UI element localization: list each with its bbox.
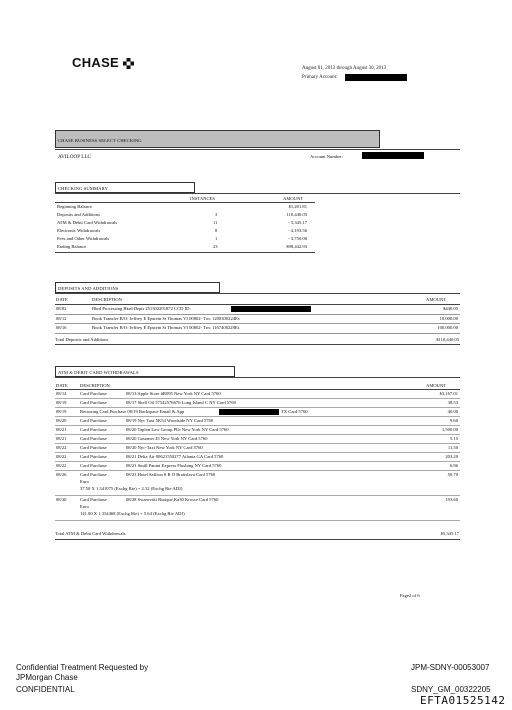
bank-name: CHASE bbox=[72, 55, 120, 70]
footer-left-line2: JPMorgan Chase bbox=[16, 673, 78, 682]
page-number: Page2 of 6 bbox=[400, 593, 420, 598]
table-row: Beginning Balance $1,201.81 bbox=[57, 204, 307, 209]
table-row: 08/21 Card Purchase 08/20 Taplon Law Group Pllc New York NY Card 5760 1,500.00 bbox=[55, 426, 460, 435]
table-row: 08/19 Card Purchase 08/17 Shell Oil 57542576676 Long Island C NY Card 5760 38.53 bbox=[55, 399, 460, 408]
divider bbox=[55, 149, 460, 150]
account-type: CHASE BUSINESS SELECT CHECKING bbox=[58, 138, 142, 143]
divider bbox=[55, 539, 460, 540]
table-row: 08/02 Bkrd Processing Bkrd Deptr 251302291872 CCD ID: $440.05 bbox=[55, 305, 460, 315]
divider bbox=[55, 202, 315, 203]
col-amount: AMOUNT bbox=[426, 297, 447, 302]
statement-period: August 01, 2013 through August 30, 2013 bbox=[302, 66, 387, 71]
table-row: 08/30 Card Purchase 08/28 Swarovski Butique,Ka30 Krosce Card 5760 Euro 141.00 X 1.334468 (Exchg Rte) + 5.64 (Exchg Rte ADJ) 193.60 bbox=[55, 496, 460, 521]
col-date: DATE bbox=[56, 383, 68, 388]
deposits-header bbox=[55, 282, 220, 293]
divider bbox=[55, 293, 460, 294]
divider bbox=[55, 344, 460, 345]
table-row: 08/21 Card Purchase 08/20 Gourmet 45 New York NY Card 5760 5.15 bbox=[55, 435, 460, 444]
divider bbox=[55, 193, 460, 194]
table-row: 08/20 Card Purchase 08/19 Nyc Taxi 5K54 Woodside NY Card 5760 9.60 bbox=[55, 417, 460, 426]
table-row: 08/12 Book Transfer B/O: Jeffrey E Epstein St Thomas VI 00802- Trn: 1208300224Es 10,000.00 bbox=[55, 315, 460, 325]
account-type-header bbox=[55, 130, 380, 148]
checking-summary-title: CHECKING SUMMARY bbox=[58, 185, 108, 191]
table-row: Fees and Other Withdrawals 1 - 3,750.00 bbox=[57, 236, 307, 241]
atm-header bbox=[55, 366, 235, 377]
col-description: DESCRIPTION bbox=[92, 297, 122, 302]
octagon-logo-icon bbox=[123, 57, 134, 68]
col-description: DESCRIPTION bbox=[80, 383, 110, 388]
atm-total-amount: $5,345.17 bbox=[440, 531, 459, 536]
footer-bates-jpm: JPM-SDNY-00053007 bbox=[411, 663, 490, 672]
divider bbox=[55, 377, 460, 378]
table-row: ATM & Debit Card Withdrawals 11 - 5,345.17 bbox=[57, 220, 307, 225]
checking-summary-table bbox=[57, 204, 327, 252]
account-number-label: Account Number: bbox=[310, 154, 344, 159]
chase-logo bbox=[72, 55, 134, 70]
table-row: 08/22 Card Purchase 08/20 Nyc-Taxi New York NY Card 5760 11.50 bbox=[55, 444, 460, 453]
deposits-table bbox=[55, 305, 460, 334]
table-row: 08/26 Card Purchase 08/23 Hotel Saffron S R O Bratislava Card 5760 Euro 37.50 X 1.341075 (Exchg Rte) + 2.32 (Exchg Rte ADJ) 50.70 bbox=[55, 471, 460, 496]
footer-efta: EFTA01525142 bbox=[420, 694, 506, 707]
redaction-account-number bbox=[362, 152, 424, 159]
redaction-rackspace bbox=[219, 409, 279, 415]
col-amount: AMOUNT bbox=[426, 383, 447, 388]
table-row: Deposits and Additions 3 110,440.05 bbox=[57, 212, 307, 217]
col-instances: INSTANCES bbox=[190, 196, 215, 201]
atm-table bbox=[55, 390, 460, 521]
table-row: 08/19 Recurring Card Purchase 08/19 Rackspace Email & App TX Card 5760 40.00 bbox=[55, 408, 460, 417]
atm-title: ATM & DEBIT CARD WITHDRAWALS bbox=[58, 369, 139, 375]
footer-left-line3: CONFIDENTIAL bbox=[16, 685, 75, 694]
redaction-primary-account bbox=[345, 74, 407, 81]
primary-account-label: Primary Account: bbox=[302, 75, 338, 80]
table-row: 08/14 Card Purchase 08/13 Apple Store #R095 New York NY Card 5760 $3,167.01 bbox=[55, 390, 460, 399]
redaction-ccd-id bbox=[231, 306, 311, 313]
col-date: DATE bbox=[56, 297, 68, 302]
atm-total-label: Total ATM & Debit Card Withdrawals bbox=[55, 531, 126, 536]
table-row: 08/16 Book Transfer B/O: Jeffrey E Epstein St Thomas VI 00802- Trn: 1167400228Es 100,000.00 bbox=[55, 324, 460, 334]
deposits-title: DEPOSITS AND ADDITIONS bbox=[58, 285, 119, 291]
footer-bates-sdny: SDNY_GM_00322205 bbox=[411, 685, 491, 694]
col-amount: AMOUNT bbox=[283, 196, 304, 201]
table-row: Ending Balance 23 $98,442.93 bbox=[57, 244, 307, 249]
divider bbox=[55, 252, 315, 253]
table-row: 08/22 Card Purchase 08/21 Delta Air 00621550277 Atlanta GA Card 5760 203.20 bbox=[55, 453, 460, 462]
footer-left-line1: Confidential Treatment Requested by bbox=[16, 663, 149, 672]
deposits-total-amount: $110,440.05 bbox=[436, 337, 459, 342]
account-holder: AVILOOP LLC bbox=[58, 154, 91, 160]
table-row: Electronic Withdrawals 8 - 4,193.56 bbox=[57, 228, 307, 233]
table-row: 08/22 Card Purchase 08/21 Smill Panini Express Flushing NY Card 5760 6.86 bbox=[55, 462, 460, 471]
checking-summary-header bbox=[55, 182, 195, 193]
deposits-total-label: Total Deposits and Additions bbox=[55, 337, 109, 342]
